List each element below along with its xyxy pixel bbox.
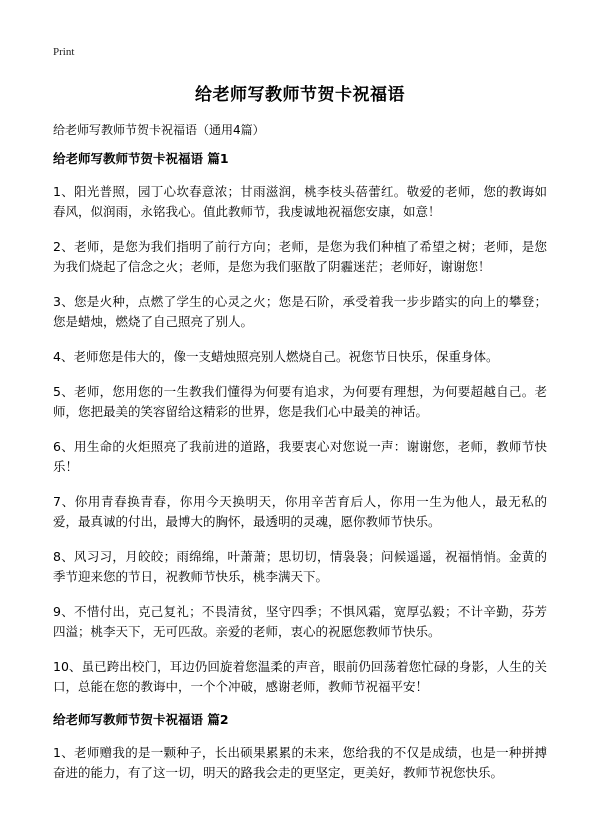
paragraph: 8、风习习，月皎皎；雨绵绵，叶萧萧；思切切，情袅袅；问候遥遥，祝福悄悄。金黄的季节迎来您的节日，祝教师节快乐，桃李满天下。: [53, 549, 547, 584]
document-subtitle: 给老师写教师节贺卡祝福语（通用4篇）: [53, 123, 265, 137]
paragraph: 5、老师，您用您的一生教我们懂得为何要有追求，为何要有理想，为何要超越自己。老师，您把最美的笑容留给这精彩的世界，您是我们心中最美的神话。: [53, 384, 547, 419]
paragraph: 7、你用青春换青春，你用今天换明天，你用辛苦育后人，你用一生为他人，最无私的爱，最真诚的付出，最博大的胸怀，最透明的灵魂，愿你教师节快乐。: [53, 494, 547, 529]
print-link[interactable]: Print: [53, 46, 75, 58]
article-body: [53, 150, 547, 798]
paragraph: 1、老师赠我的是一颗种子，长出硕果累累的未来，您给我的不仅是成绩，也是一种拼搏奋进的能力，有了这一切，明天的路我会走的更坚定，更美好，教师节祝您快乐。: [53, 745, 547, 780]
paragraph: 1、阳光普照，园丁心坎春意浓；甘雨滋润，桃李枝头蓓蕾红。敬爱的老师，您的教诲如春风，似润雨，永铭我心。值此教师节，我虔诚地祝福您安康，如意！: [53, 184, 547, 219]
section-heading: 给老师写教师节贺卡祝福语 篇2: [53, 712, 229, 727]
paragraph: 6、用生命的火炬照亮了我前进的道路，我要衷心对您说一声：谢谢您，老师，教师节快乐！: [53, 439, 547, 474]
paragraph: 10、虽已跨出校门，耳边仍回旋着您温柔的声音，眼前仍回荡着您忙碌的身影，人生的关口，总能在您的教诲中，一个个冲破，感谢老师，教师节祝福平安！: [53, 659, 547, 694]
paragraph: 4、老师您是伟大的，像一支蜡烛照亮别人燃烧自己。祝您节日快乐，保重身体。: [53, 349, 499, 364]
section-heading: 给老师写教师节贺卡祝福语 篇1: [53, 151, 229, 166]
paragraph: 3、您是火种，点燃了学生的心灵之火；您是石阶，承受着我一步步踏实的向上的攀登；您是蜡烛，燃烧了自己照亮了别人。: [53, 294, 547, 329]
paragraph: 9、不惜付出，克己复礼；不畏清贫，坚守四季；不惧风霜，宽厚弘毅；不计辛勤，芬芳四溢；桃李天下，无可匹敌。亲爱的老师，衷心的祝愿您教师节快乐。: [53, 604, 547, 639]
page-title: 给老师写教师节贺卡祝福语: [195, 85, 405, 105]
paragraph: 2、老师，是您为我们指明了前行方向；老师，是您为我们种植了希望之树；老师，是您为我们烧起了信念之火；老师，是您为我们驱散了阴霾迷茫；老师好，谢谢您！: [53, 239, 547, 274]
